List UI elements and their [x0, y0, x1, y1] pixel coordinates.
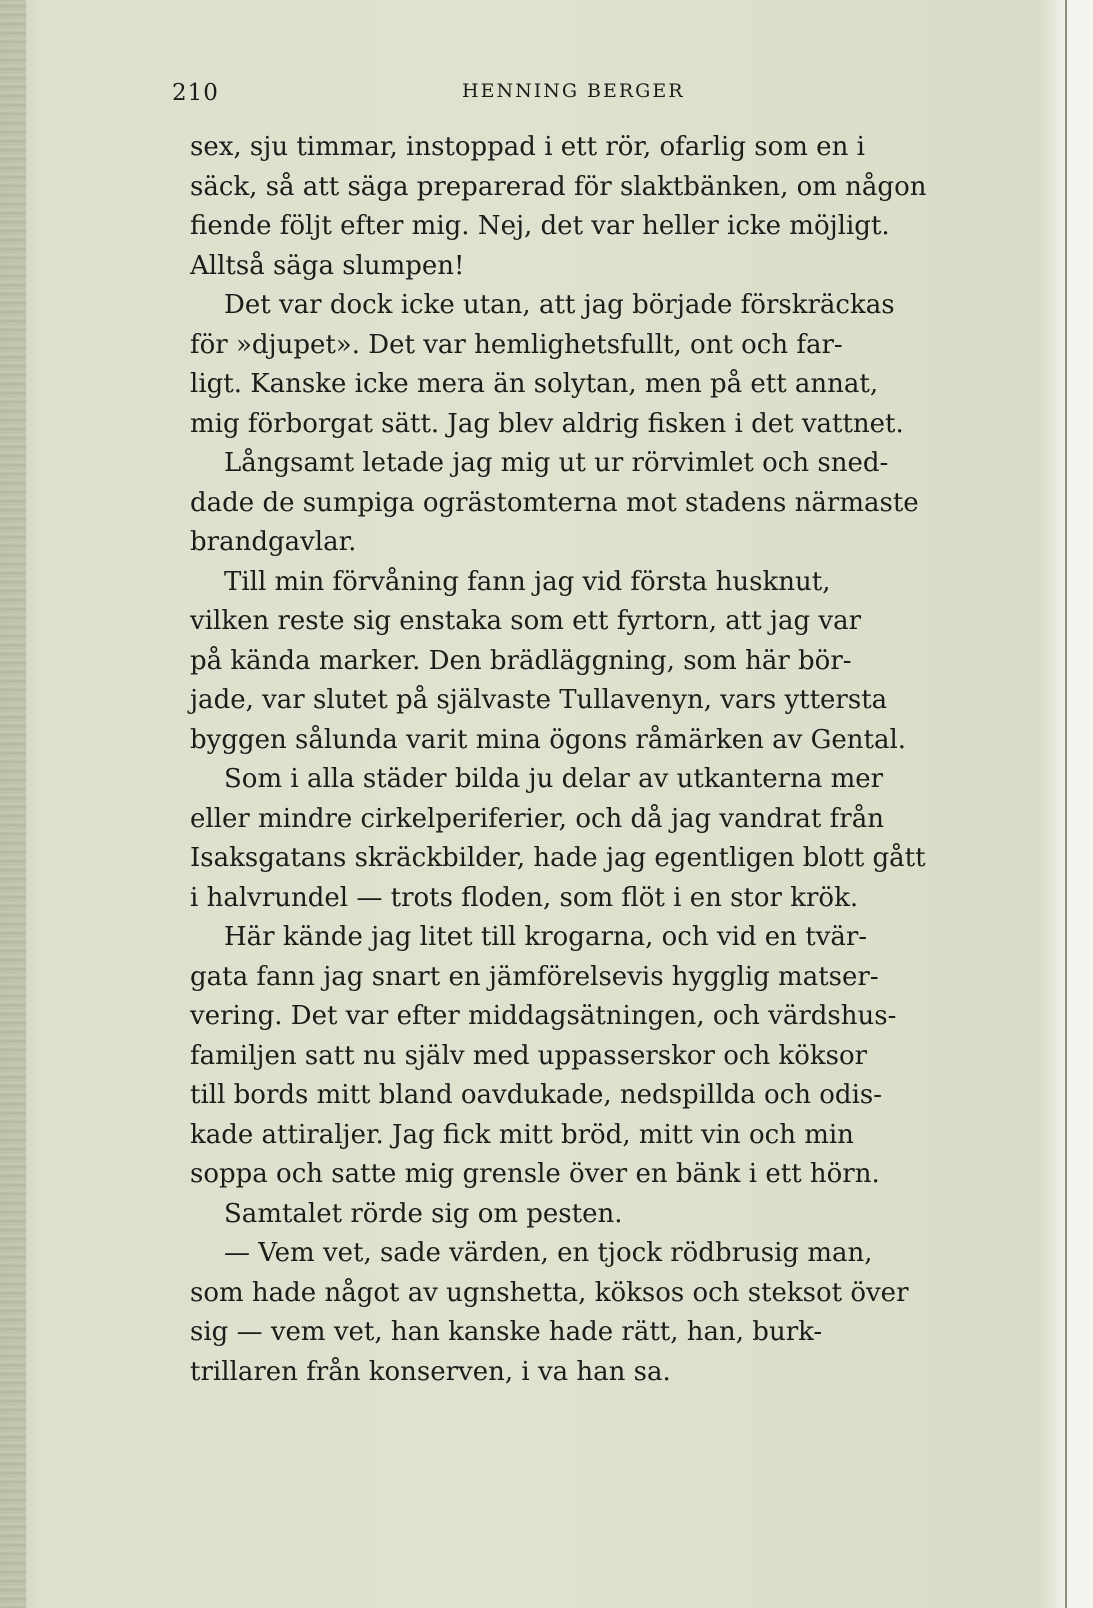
text-line: familjen satt nu själv med uppasserskor och köksor	[190, 1040, 868, 1071]
text-line: soppa och satte mig grensle över en bänk i ett hörn.	[190, 1159, 880, 1189]
text-line: som hade något av ugnshetta, köksos och steksot över	[190, 1277, 909, 1308]
text-line: fiende följt efter mig. Nej, det var heller icke möjligt.	[190, 211, 890, 241]
text-line: Isaksgatans skräckbilder, hade jag egentligen blott gått	[190, 843, 926, 873]
text-line: på kända marker. Den brädläggning, som här bör-	[190, 645, 852, 676]
text-line: sex, sju timmar, instoppad i ett rör, ofarlig som en i	[190, 132, 865, 162]
text-line: trillaren från konserven, i va han sa.	[190, 1356, 671, 1387]
body-text	[190, 128, 990, 1392]
text-line: — Vem vet, sade värden, en tjock rödbrusig man,	[224, 1238, 873, 1268]
text-line: ligt. Kanske icke mera än solytan, men på ett annat,	[190, 369, 879, 399]
text-line: kade attiraljer. Jag fick mitt bröd, mitt vin och min	[190, 1119, 854, 1150]
text-line: vering. Det var efter middagsätningen, och värdshus-	[190, 1001, 897, 1031]
running-head	[172, 80, 972, 110]
text-line: Till min förvåning fann jag vid första husknut,	[224, 566, 831, 597]
text-line: Det var dock icke utan, att jag började förskräckas	[224, 290, 895, 320]
text-line: i halvrundel — trots floden, som flöt i en stor krök.	[190, 882, 859, 913]
text-line: Långsamt letade jag mig ut ur rörvimlet och sned-	[224, 448, 889, 478]
text-line: mig förborgat sätt. Jag blev aldrig fisken i det vattnet.	[190, 408, 904, 439]
page-right-margin	[1065, 0, 1093, 1608]
text-line: byggen sålunda varit mina ögons råmärken av Gental.	[190, 724, 907, 755]
text-line: gata fann jag snart en jämförelsevis hygglig matser-	[190, 961, 879, 992]
page-number: 210	[172, 80, 219, 106]
text-line: dade de sumpiga ogrästomterna mot stadens närmaste	[190, 487, 919, 518]
text-line: för »djupet». Det var hemlighetsfullt, ont och far-	[190, 329, 843, 360]
text-line: brandgavlar.	[190, 527, 357, 557]
text-line: Samtalet rörde sig om pesten.	[224, 1198, 623, 1229]
text-line: vilken reste sig enstaka som ett fyrtorn, att jag var	[190, 606, 861, 636]
page-binding-edge	[0, 0, 26, 1608]
text-line: Här kände jag litet till krogarna, och vid en tvär-	[224, 922, 868, 952]
text-line: sig — vem vet, han kanske hade rätt, han, burk-	[190, 1317, 823, 1347]
text-line: Som i alla städer bilda ju delar av utkanterna mer	[224, 764, 884, 794]
text-line: jade, var slutet på självaste Tullavenyn, vars yttersta	[190, 685, 888, 715]
text-line: säck, så att säga preparerad för slaktbänken, om någon	[190, 171, 927, 202]
text-line: till bords mitt bland oavdukade, nedspillda och odis-	[190, 1080, 883, 1110]
running-title: HENNING BERGER	[462, 80, 685, 102]
text-line: Alltså säga slumpen!	[190, 250, 465, 281]
text-line: eller mindre cirkelperiferier, och då jag vandrat från	[190, 803, 884, 834]
